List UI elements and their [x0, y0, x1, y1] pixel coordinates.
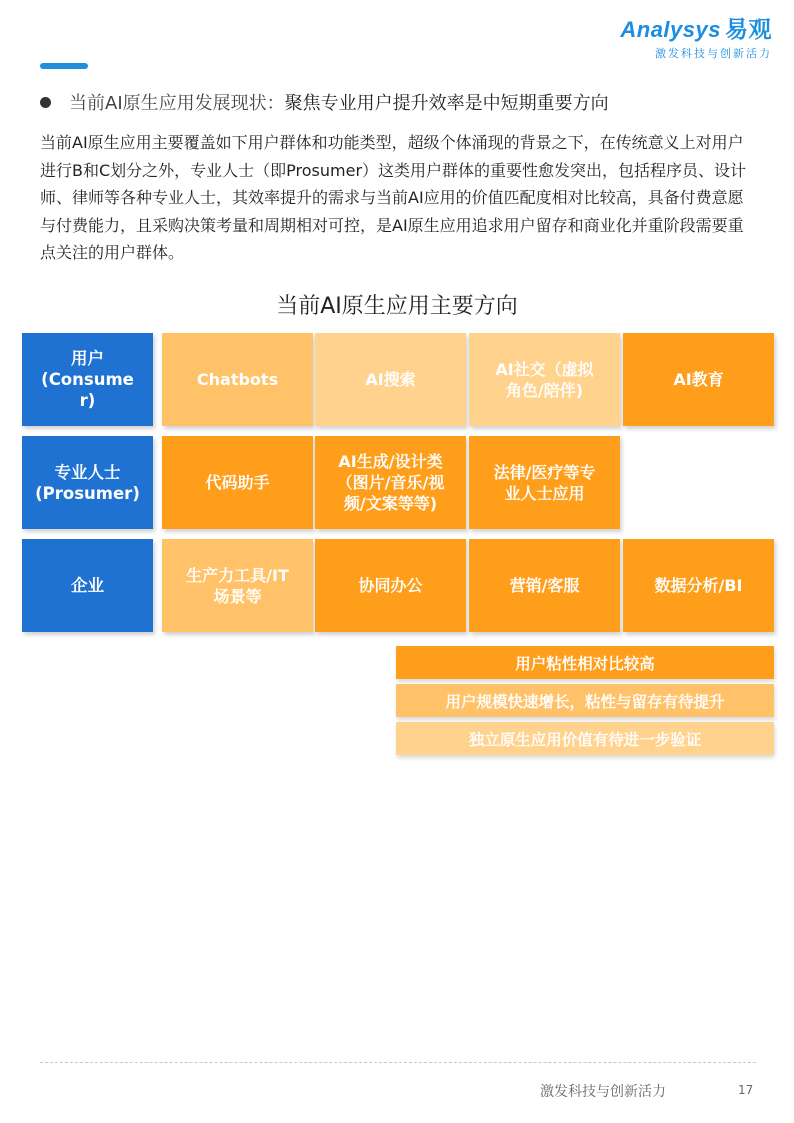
section-headline: [40, 89, 609, 115]
headline-prefix: 当前AI原生应用发展现状：: [69, 93, 285, 114]
diagram-title: 当前AI原生应用主要方向: [276, 294, 518, 319]
headline-emphasis: 聚焦专业用户提升效率是中短期重要方向: [284, 93, 609, 114]
cell-ai-social: AI社交（虚拟 角色/陪伴): [469, 333, 620, 426]
cell-legal-medical: 法律/医疗等专 业人士应用: [469, 436, 620, 529]
page-number: 17: [738, 1083, 754, 1097]
cell-collaboration: 协同办公: [315, 539, 466, 632]
cell-ai-search: AI搜索: [315, 333, 466, 426]
header-accent-bar: [40, 63, 88, 69]
body-paragraph: 当前AI原生应用主要覆盖如下用户群体和功能类型，超级个体涌现的背景之下，在传统意义上对用户进行B和C划分之外，专业人士（即Prosumer）这类用户群体的重要性愈发突出，包括程序员、设计师、律师等各种专业人士，其效率提升的需求与当前AI应用的价值匹配度相对比较高，具备付费意愿与付费能力，且采购决策考量和周期相对可控，是AI原生应用追求用户留存和商业化并重阶段需要重点关注的用户群体。: [40, 133, 747, 262]
cell-ai-education: AI教育: [623, 333, 774, 426]
legend-fast-growth: 用户规模快速增长，粘性与留存有待提升: [396, 684, 774, 717]
cell-marketing-service: 营销/客服: [469, 539, 620, 632]
cell-code-assistant: 代码助手: [162, 436, 313, 529]
logo-tagline: 激发科技与创新活力: [655, 47, 772, 60]
row-head-consumer: 用户 (Consume r): [22, 333, 153, 426]
logo-text: Analysys: [620, 17, 721, 42]
brand-logo: [620, 16, 772, 61]
footer-divider: [40, 1062, 756, 1063]
cell-chatbots: Chatbots: [162, 333, 313, 426]
legend-to-be-validated: 独立原生应用价值有待进一步验证: [396, 722, 774, 755]
cell-productivity-tools: 生产力工具/IT 场景等: [162, 539, 313, 632]
row-head-prosumer: 专业人士 (Prosumer): [22, 436, 153, 529]
logo-cn: 易观: [725, 16, 772, 42]
logo-wordmark: [620, 16, 772, 43]
row-head-enterprise: 企业: [22, 539, 153, 632]
footer-tagline: 激发科技与创新活力: [540, 1084, 666, 1100]
bullet-icon: [40, 97, 51, 108]
cell-ai-generation: AI生成/设计类 （图片/音乐/视 频/文案等等): [315, 436, 466, 529]
legend-high-stickiness: 用户粘性相对比较高: [396, 646, 774, 679]
cell-data-analysis: 数据分析/BI: [623, 539, 774, 632]
